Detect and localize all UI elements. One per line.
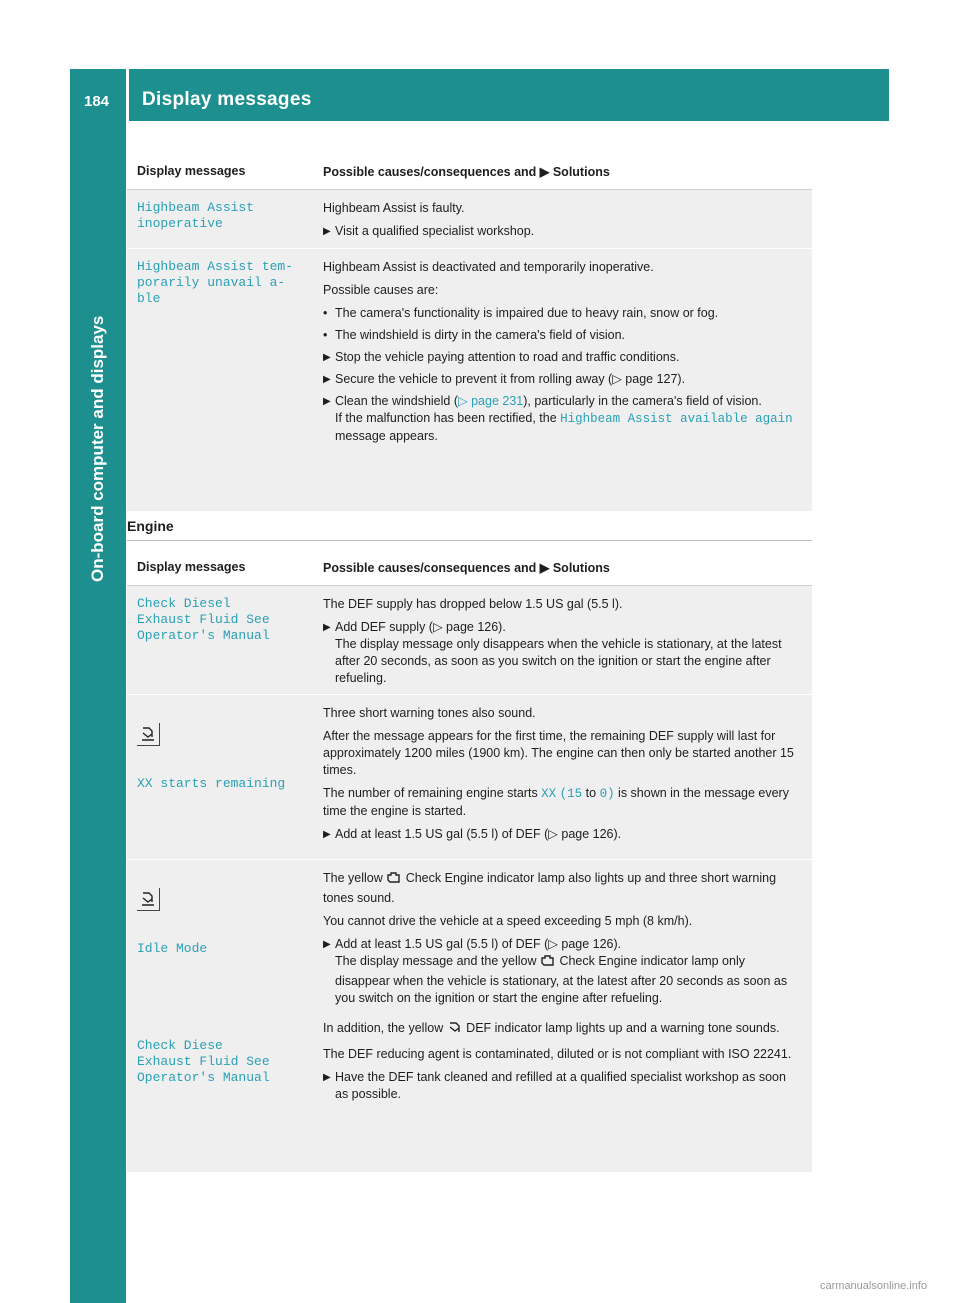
display-message: Highbeam Assist inoperative (137, 200, 255, 231)
def-icon (137, 888, 160, 911)
solution-step (323, 1069, 802, 1103)
cause-text: You cannot drive the vehicle at a speed exceeding 5 mph (8 km/h). (323, 914, 693, 928)
arrow-right-icon: ▶ (323, 352, 331, 363)
cause-text (323, 785, 802, 820)
step-text: Stop the vehicle paying attention to road and traffic conditions. (335, 350, 680, 364)
table-row (127, 695, 812, 860)
arrow-right-icon: ▶ (323, 829, 331, 840)
cause-text: The DEF supply has dropped below 1.5 US gal (5.5 l). (323, 597, 623, 611)
cause-text: The DEF reducing agent is contaminated, diluted or is not compliant with ISO 22241. (323, 1047, 792, 1061)
display-message: Idle Mode (137, 941, 208, 956)
display-message: Check Diese Exhaust Fluid See Operator's Manual (137, 1038, 270, 1085)
column-header-messages: Display messages (137, 164, 246, 178)
display-value: 0) (599, 787, 615, 801)
row-description (323, 860, 812, 1118)
messages-table-engine (127, 549, 812, 1173)
display-message-inline: Highbeam Assist available again (560, 412, 793, 426)
step-text: Secure the vehicle to prevent it from rolling away (▷ page 127). (335, 372, 686, 386)
text-fragment: The yellow (323, 871, 387, 885)
spacer (323, 1012, 802, 1020)
cause-text: After the message appears for the first time, the remaining DEF supply will last for approximately 1200 miles (1900 km). The engine can then only be started another 15 times. (323, 729, 794, 777)
step-note: The display message only disappears when the vehicle is stationary, at the latest after 20 seconds, as soon as you switch on the ignition or start the engine after refueling. (335, 637, 782, 685)
check-engine-icon (386, 871, 402, 890)
footer-watermark: carmanualsonline.info (820, 1280, 928, 1292)
step-note (335, 953, 802, 1007)
table-header (127, 153, 812, 190)
display-message-block (137, 872, 312, 957)
text-fragment: In addition, the yellow (323, 1021, 447, 1035)
row-description (323, 190, 812, 255)
row-description (323, 249, 812, 460)
text-fragment: is shown in the message every time the engine is started. (323, 786, 789, 818)
table-header (127, 549, 812, 586)
table-row (127, 860, 812, 1173)
step-text: Clean the windshield ( (335, 394, 458, 408)
step-text: Add at least 1.5 US gal (5.5 l) of DEF (▷ page 126). (335, 937, 622, 951)
side-tab-lower (70, 587, 126, 1303)
step-text: ), particularly in the camera's field of vision. (523, 394, 762, 408)
solution-step (323, 223, 802, 240)
def-icon (137, 723, 160, 746)
solution-step (323, 826, 802, 843)
cause-text (323, 870, 802, 907)
page-title: Display messages (142, 89, 312, 110)
note-text: If the malfunction has been rectified, the (335, 411, 561, 425)
column-header-causes: Possible causes/consequences and ▶ Solutions (323, 561, 610, 575)
step-text: Have the DEF tank cleaned and refilled at a qualified specialist workshop as soon as possible. (335, 1070, 786, 1101)
cause-text: Highbeam Assist is faulty. (323, 201, 465, 215)
display-message: XX starts remaining (137, 776, 286, 791)
note-text: Check Engine indicator lamp only disappear when the vehicle is stationary, at the latest after 20 seconds as soon as you switch on the ignition or start the engine after refueling. (335, 954, 788, 1005)
step-text: Add at least 1.5 US gal (5.5 l) of DEF (▷ page 126). (335, 827, 622, 841)
table-row (127, 249, 812, 512)
arrow-right-icon: ▶ (323, 1072, 331, 1083)
arrow-right-icon: ▶ (323, 622, 331, 633)
def-indicator-icon (447, 1021, 463, 1040)
solution-step (323, 936, 802, 1007)
row-description (323, 586, 812, 702)
cause-text: Possible causes are: (323, 283, 439, 297)
solution-step (323, 349, 802, 366)
display-message: Highbeam Assist tem- porarily unavail a- ble (137, 259, 294, 306)
section-divider (127, 540, 812, 541)
check-engine-icon (540, 954, 556, 973)
arrow-right-icon: ▶ (323, 226, 331, 237)
header-divider (126, 69, 129, 121)
cause-text: Three short warning tones also sound. (323, 706, 536, 720)
text-fragment: to (582, 786, 600, 800)
cause-text (323, 1020, 802, 1040)
chapter-label: On-board computer and displays (88, 315, 107, 582)
step-note (335, 410, 802, 445)
text-fragment: Check Engine indicator lamp also lights up and three short warning tones sound. (323, 871, 777, 905)
step-text: Add DEF supply (▷ page 126). (335, 620, 506, 634)
list-item: • The camera's functionality is impaired due to heavy rain, snow or fog. (323, 305, 802, 322)
solution-step (323, 371, 802, 388)
section-title: Engine (127, 518, 174, 534)
step-text: Visit a qualified specialist workshop. (335, 224, 535, 238)
page-header (70, 69, 889, 121)
solution-step (323, 393, 802, 445)
text-fragment: DEF indicator lamp lights up and a warning tone sounds. (462, 1021, 780, 1035)
column-header-causes: Possible causes/consequences and ▶ Solutions (323, 165, 610, 179)
messages-table-highbeam (127, 153, 812, 512)
display-message-block (137, 707, 312, 792)
column-header-messages: Display messages (137, 560, 246, 574)
page-number: 184 (84, 93, 110, 110)
arrow-right-icon: ▶ (323, 939, 331, 950)
note-text: message appears. (335, 429, 438, 443)
page-link[interactable]: ▷ page 231 (458, 394, 524, 408)
table-row (127, 586, 812, 695)
display-message: Check Diesel Exhaust Fluid See Operator's Manual (137, 596, 270, 643)
row-description (323, 695, 812, 858)
note-text: The display message and the yellow (335, 954, 540, 968)
arrow-right-icon: ▶ (323, 374, 331, 385)
display-value: (15 (559, 787, 583, 801)
text-fragment: The number of remaining engine starts (323, 786, 542, 800)
list-item: • The windshield is dirty in the camera's field of vision. (323, 327, 802, 344)
display-value: XX (541, 787, 557, 801)
table-row (127, 190, 812, 249)
arrow-right-icon: ▶ (323, 396, 331, 407)
solution-step (323, 619, 802, 687)
cause-text: Highbeam Assist is deactivated and temporarily inoperative. (323, 260, 654, 274)
